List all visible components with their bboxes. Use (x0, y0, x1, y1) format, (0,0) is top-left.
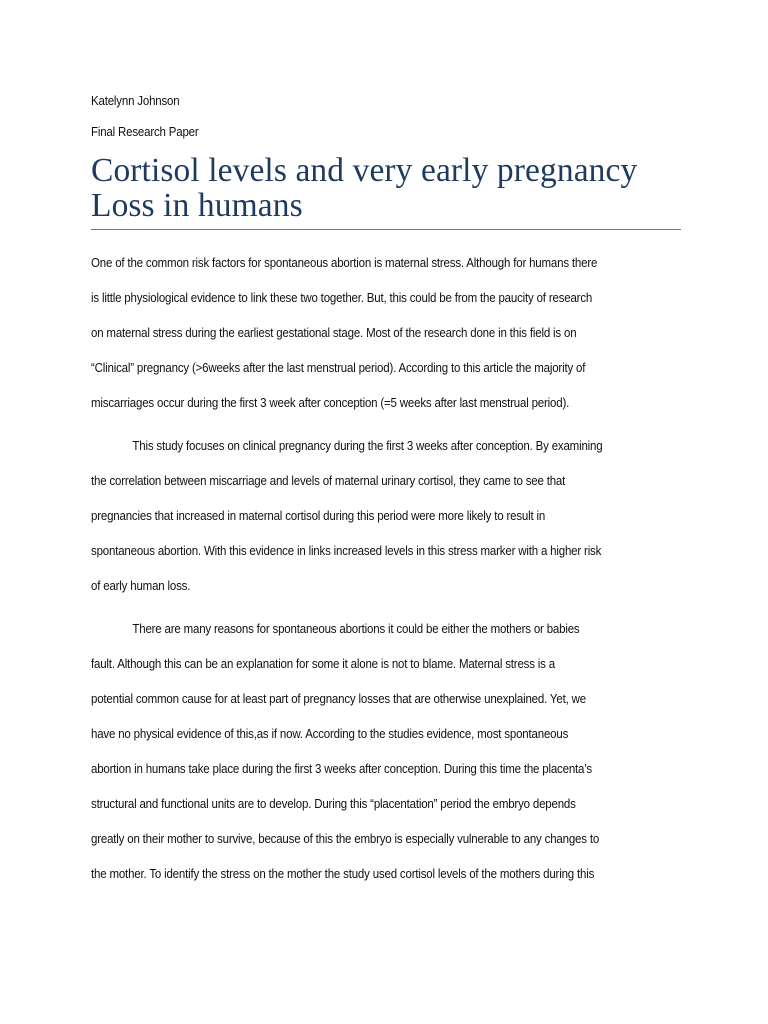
paragraph-line: This study focuses on clinical pregnancy during the first 3 weeks after conception. By examining (132, 439, 603, 453)
body-paragraph-2 (91, 429, 681, 604)
paragraph-line: on maternal stress during the earliest gestational stage. Most of the research done in this field is on (91, 326, 577, 340)
paragraph-line: One of the common risk factors for spontaneous abortion is maternal stress. Although for humans there (91, 256, 598, 270)
title-divider (91, 229, 681, 230)
document-type: Final Research Paper (91, 125, 199, 139)
paragraph-line: potential common cause for at least part of pregnancy losses that are otherwise unexplained. Yet, we (91, 692, 586, 706)
paragraph-line: fault. Although this can be an explanation for some it alone is not to blame. Maternal stress is a (91, 657, 555, 671)
paragraph-line: of early human loss. (91, 579, 191, 593)
paragraph-line: the correlation between miscarriage and levels of maternal urinary cortisol, they came to see that (91, 474, 566, 488)
paragraph-line: miscarriages occur during the first 3 week after conception (=5 weeks after last menstrual period). (91, 396, 570, 410)
paragraph-line: “Clinical” pregnancy (>6weeks after the last menstrual period). According to this article the majority of (91, 361, 586, 375)
paragraph-line: spontaneous abortion. With this evidence in links increased levels in this stress marker with a higher risk (91, 544, 602, 558)
paragraph-line: structural and functional units are to develop. During this “placentation” period the embryo depends (91, 797, 576, 811)
paragraph-line: is little physiological evidence to link these two together. But, this could be from the paucity of research (91, 291, 593, 305)
author-name: Katelynn Johnson (91, 94, 180, 108)
paragraph-line: the mother. To identify the stress on the mother the study used cortisol levels of the mothers during this (91, 867, 595, 881)
paragraph-line: greatly on their mother to survive, because of this the embryo is especially vulnerable to any changes to (91, 832, 600, 846)
body-paragraph-1 (91, 246, 681, 421)
paper-title (91, 153, 681, 223)
document-content (91, 91, 681, 892)
paragraph-line: There are many reasons for spontaneous abortions it could be either the mothers or babies (132, 622, 580, 636)
body-paragraph-3 (91, 612, 681, 892)
paper-title-line: Cortisol levels and very early pregnancy (91, 152, 638, 189)
paper-title-line: Loss in humans (91, 187, 303, 224)
paragraph-line: abortion in humans take place during the first 3 weeks after conception. During this time the placenta’s (91, 762, 593, 776)
paragraph-line: have no physical evidence of this,as if now. According to the studies evidence, most spontaneous (91, 727, 569, 741)
paragraph-line: pregnancies that increased in maternal cortisol during this period were more likely to result in (91, 509, 546, 523)
